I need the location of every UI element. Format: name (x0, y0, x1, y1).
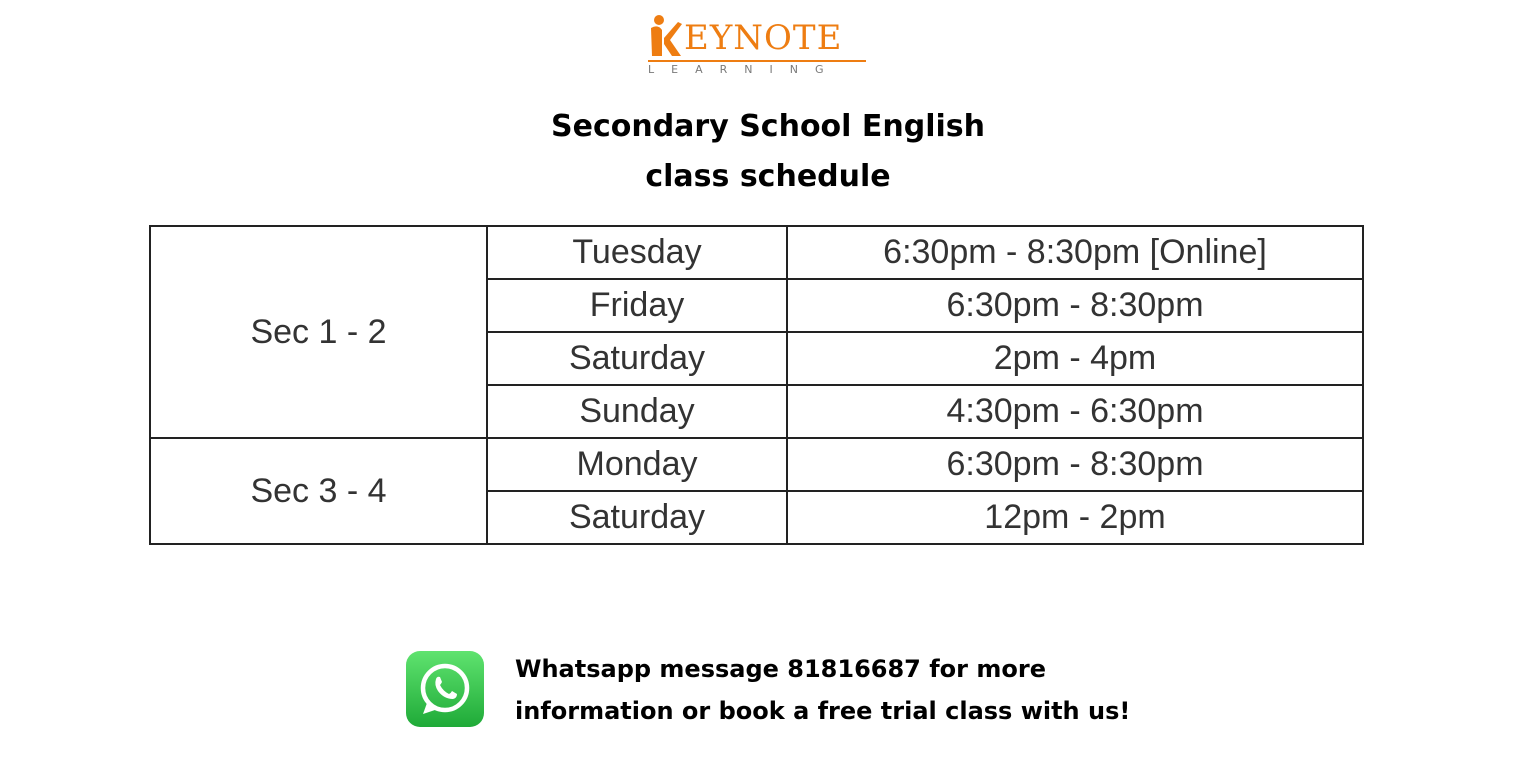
day-cell: Saturday (487, 332, 787, 385)
time-cell: 2pm - 4pm (787, 332, 1363, 385)
table-row (150, 438, 1363, 491)
day-cell: Friday (487, 279, 787, 332)
whatsapp-icon[interactable] (406, 651, 484, 727)
day-cell: Sunday (487, 385, 787, 438)
logo-subword: LEARNING (648, 63, 841, 76)
logo-wordmark: EYNOTE (684, 18, 843, 58)
table-row (150, 226, 1363, 279)
schedule-table (149, 225, 1364, 545)
time-cell: 6:30pm - 8:30pm (787, 438, 1363, 491)
contact-line1: Whatsapp message 81816687 for more (515, 655, 1046, 683)
keynote-learning-logo (640, 12, 872, 80)
contact-line2: information or book a free trial class with us! (515, 697, 1131, 725)
logo-k-mark-icon (648, 14, 682, 58)
day-cell: Tuesday (487, 226, 787, 279)
contact-message (515, 648, 1130, 732)
page-title-line1: Secondary School English (550, 109, 986, 144)
day-cell: Monday (487, 438, 787, 491)
time-cell: 4:30pm - 6:30pm (787, 385, 1363, 438)
time-cell: 6:30pm - 8:30pm [Online] (787, 226, 1363, 279)
time-cell: 12pm - 2pm (787, 491, 1363, 544)
level-cell: Sec 3 - 4 (150, 438, 487, 544)
day-cell: Saturday (487, 491, 787, 544)
page-title-line2: class schedule (645, 159, 891, 194)
time-cell: 6:30pm - 8:30pm (787, 279, 1363, 332)
level-cell: Sec 1 - 2 (150, 226, 487, 438)
